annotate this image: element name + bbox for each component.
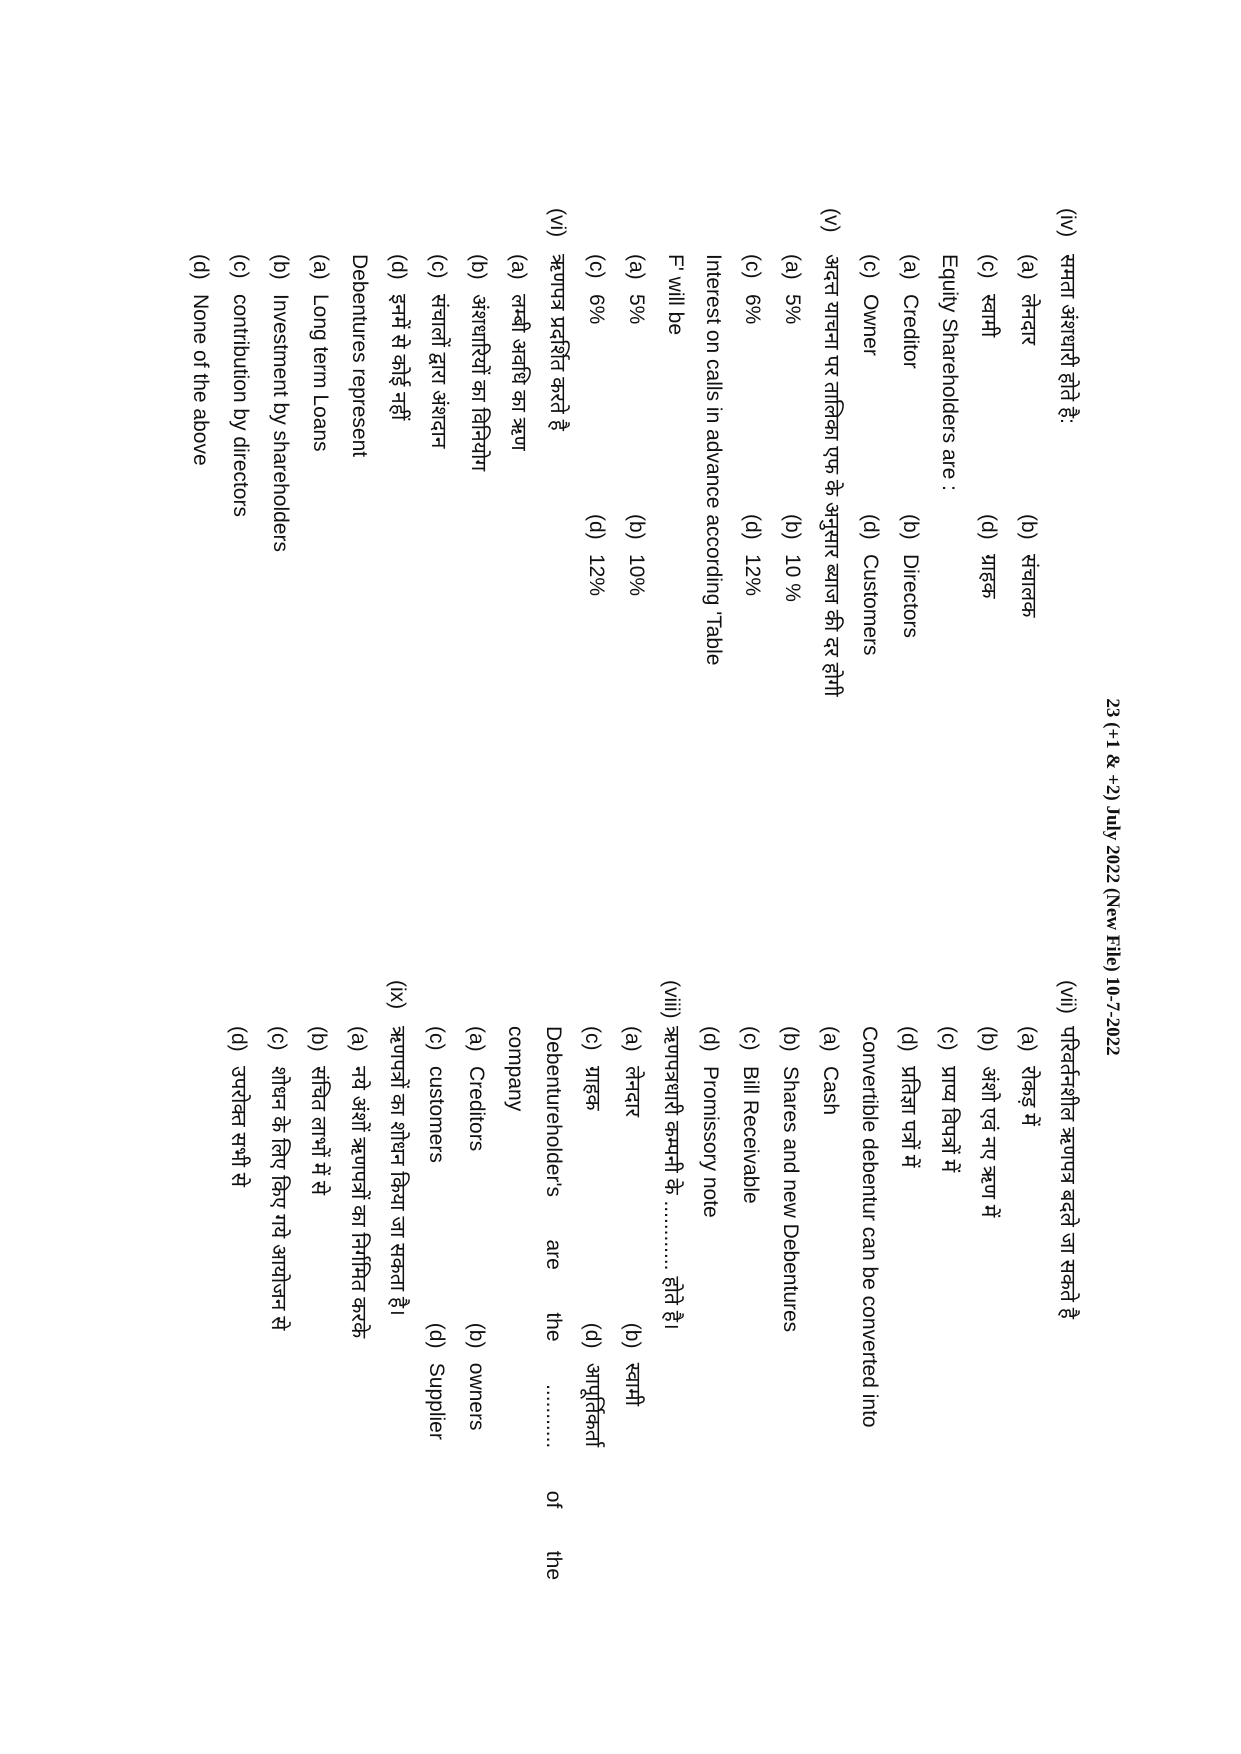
option-text: 6% [585,294,608,325]
option-label: (c) [859,254,882,279]
option-text: संचालक [1017,554,1040,618]
question-number: (viii) [660,980,683,1019]
option-item [458,254,498,928]
option-item [498,254,538,928]
option-label: (d) [387,254,410,280]
option-item [730,1026,770,1580]
option-label: (b) [977,1026,1000,1052]
option-text: Promissory note [699,1066,722,1218]
option-text: contribution by directors [229,294,252,517]
option-text: customers [425,1066,448,1163]
question-text-hindi: अदत्त याचना पर तालिका एफ के अनुसार ब्याज की दर होगी [820,254,843,697]
option-text: 10% [625,554,648,597]
question-number: (v) [820,208,843,233]
option-text: आपूर्तिकर्ता [581,1362,604,1448]
option-text: लेनदार [621,1066,644,1118]
question-ix [218,980,416,1580]
option-label: (b) [307,1026,330,1052]
option-label: (c) [267,1026,290,1051]
option-label: (a) [309,254,332,280]
option-row [1008,254,1048,928]
option-text: रोकड़ में [1017,1066,1040,1126]
option-text: Cash [819,1066,842,1116]
option-item [928,1026,968,1580]
question-number: (iv) [1056,208,1079,238]
option-label: (b) [779,1026,802,1052]
option-item [338,1026,378,1580]
option-row [850,254,890,928]
option-label: (d) [227,1026,250,1052]
option-text: Bill Receivable [739,1066,762,1204]
question-text-hindi: ऋणपत्रों का शोधन किया जा सकता है। [386,1026,409,1316]
option-label: (d) [741,514,764,540]
question-iv [850,208,1086,928]
option-label: (b) [625,514,648,540]
option-label: (b) [621,1322,644,1349]
option-item [298,1026,338,1580]
option-item [810,1026,850,1580]
option-label: (a) [347,1026,370,1052]
option-label: (c) [425,1026,448,1051]
question-viii [416,980,690,1580]
option-text: शोधन के लिए किए गये आयोजन से [267,1066,290,1331]
option-label: (a) [621,1026,644,1052]
left-column [180,208,1086,928]
question-text-english: Convertible debentur can be converted into [858,1026,881,1428]
option-text: ग्राहक [977,554,1000,599]
option-text: स्वामी [977,294,1000,338]
option-label: (c) [585,254,608,279]
option-row [890,254,930,928]
option-text: प्राप्य विपत्रों में [937,1066,960,1173]
option-text: ग्राहक [581,1066,604,1111]
option-text: Supplier [425,1362,448,1440]
option-label: (b) [269,254,292,280]
option-row [968,254,1008,928]
question-text-english: Equity Shareholders are : [938,254,961,491]
option-row [772,254,812,928]
option-label: (d) [585,514,608,540]
option-label: (d) [897,1026,920,1052]
question-text-english-cont: F' will be [664,254,687,336]
question-text-hindi: समता अंशधारी होते है: [1056,254,1079,424]
option-text: 5% [625,294,648,325]
option-label: (d) [977,514,1000,540]
option-row [416,1026,456,1580]
option-label: (a) [1017,254,1040,280]
option-label: (a) [507,254,530,280]
option-text: लेनदार [1017,294,1040,346]
option-text: संचित लाभों में से [307,1066,330,1196]
option-item [378,254,418,928]
question-text-english: Debentures represent [348,254,371,458]
option-text: स्वामी [621,1362,644,1407]
question-text-english-cont: company [504,1026,527,1112]
page-header: 23 (+1 & +2) July 2022 (New File) 10-7-2022 [1102,698,1123,1056]
option-text: अंशो एवं नए ऋण में [977,1066,1000,1218]
option-label: (c) [581,1026,604,1051]
option-label: (b) [781,514,804,540]
option-label: (a) [899,254,922,280]
option-text: None of the above [189,294,212,466]
option-label: (c) [937,1026,960,1051]
option-label: (b) [1017,514,1040,540]
option-item [690,1026,730,1580]
option-row [612,1026,652,1580]
question-text-english: Debentureholder's are the ........... of the [542,1026,565,1580]
question-number: (vi) [546,208,569,238]
option-row [576,254,616,928]
question-text-hindi: ऋणपत्र प्रदर्शित करते है [546,254,569,431]
option-label: (a) [819,1026,842,1052]
question-text-hindi: ऋणपत्रधारी कम्पनी के ............ होते है। [660,1026,683,1330]
option-label: (d) [581,1322,604,1349]
right-column [218,980,1086,1580]
option-text: Long term Loans [309,294,332,452]
question-number: (ix) [386,980,409,1010]
option-label: (a) [781,254,804,280]
option-text: संचालों द्वारा अंशदान [427,294,450,449]
option-item [888,1026,928,1580]
option-label: (c) [977,254,1000,279]
option-label: (c) [741,254,764,279]
option-item [220,254,260,928]
option-item [218,1026,258,1580]
option-label: (b) [899,514,922,540]
option-label: (d) [425,1322,448,1349]
option-label: (c) [229,254,252,279]
option-row [456,1026,496,1580]
question-text-english: Interest on calls in advance according 'Table [702,254,725,666]
option-text: 12% [585,554,608,597]
question-text-hindi: परिवर्तनशील ऋणपत्र बदले जा सकते है [1056,1026,1079,1319]
option-text: अंशधारियों का विनियोग [467,294,490,472]
option-row [732,254,772,928]
option-text: Owner [859,294,882,356]
option-text: इनमें से कोई नहीं [387,294,410,421]
option-row [616,254,656,928]
option-text: 10 % [781,554,804,602]
option-item [418,254,458,928]
question-number: (vii) [1056,980,1079,1014]
option-text: प्रतिज्ञा पत्रों में [897,1066,920,1168]
option-item [770,1026,810,1580]
option-label: (c) [427,254,450,279]
option-text: 5% [781,294,804,325]
option-item [258,1026,298,1580]
option-item [300,254,340,928]
option-text: Directors [899,554,922,639]
option-label: (a) [1017,1026,1040,1052]
option-row [572,1026,612,1580]
option-text: उपरोक्त सभी से [227,1066,250,1187]
option-label: (a) [625,254,648,280]
option-text: owners [465,1362,488,1431]
question-vii [690,980,1086,1580]
option-label: (d) [189,254,212,280]
question-v [576,208,850,928]
option-item [1008,1026,1048,1580]
option-text: Creditor [899,294,922,369]
option-label: (a) [465,1026,488,1052]
option-label: (b) [465,1322,488,1349]
question-vi [180,208,576,928]
option-text: Investment by shareholders [269,294,292,552]
option-text: Shares and new Debentures [779,1066,802,1333]
option-text: Creditors [465,1066,488,1152]
option-label: (d) [699,1026,722,1052]
option-text: 12% [741,554,764,597]
option-item [260,254,300,928]
option-text: नये अंशों ऋणपत्रों का निर्गमित करके [347,1066,370,1339]
option-label: (b) [467,254,490,280]
option-label: (c) [739,1026,762,1051]
option-label: (d) [859,514,882,540]
option-item [180,254,220,928]
option-text: लम्बी अवधि का ऋण [507,294,530,451]
option-item [968,1026,1008,1580]
option-text: 6% [741,294,764,325]
option-text: Customers [859,554,882,656]
